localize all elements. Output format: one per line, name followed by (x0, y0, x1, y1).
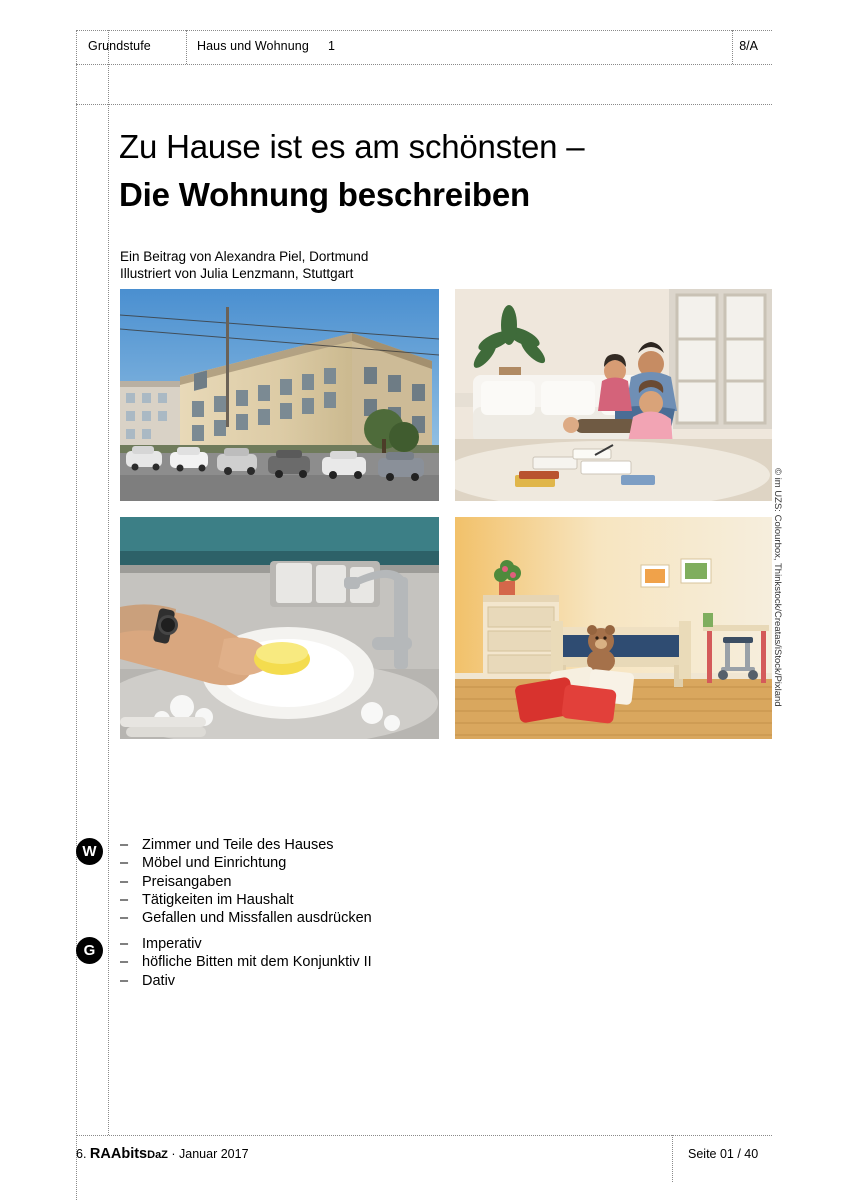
guide-line-content-top (76, 104, 772, 105)
list-item-label: Dativ (142, 972, 176, 989)
footer-page-number: Seite 01 / 40 (688, 1147, 759, 1161)
grammatik-badge: G (76, 937, 103, 964)
dash: – (120, 855, 129, 872)
byline-illustrator: Illustriert von Julia Lenzmann, Stuttgart (120, 266, 354, 281)
guide-line-footer-divider (672, 1135, 673, 1182)
list-item (120, 935, 372, 953)
byline (120, 248, 368, 282)
photo-apartment-building (120, 289, 439, 501)
list-item-label: Zimmer und Teile des Hauses (142, 837, 334, 853)
list-item-label: Tätigkeiten im Haushalt (142, 891, 294, 908)
list-item-label: Imperativ (142, 936, 202, 952)
list-item (120, 909, 372, 927)
footer-brand-suffix: DaZ (147, 1149, 168, 1161)
dash: – (120, 936, 129, 952)
photo-family-living-room-graphic (455, 289, 772, 501)
dash: – (120, 910, 129, 927)
header-code: 8/A (739, 39, 758, 53)
dash: – (120, 873, 129, 890)
photo-apartment-building-graphic (120, 289, 439, 501)
list-item (120, 953, 372, 971)
wortschatz-badge: W (76, 838, 103, 865)
list-item (120, 891, 372, 909)
list-item (120, 873, 372, 891)
dash: – (120, 837, 129, 853)
photo-childrens-room-graphic (455, 517, 772, 739)
list-item-label: Möbel und Einrichtung (142, 855, 287, 872)
grammatik-list (120, 935, 372, 990)
footer-brand: RAAbits (89, 1146, 148, 1162)
page-title: Zu Hause ist es am schönsten – (119, 128, 585, 165)
image-credit: © im UZS: Colourbox, Thinkstock/Creatas/iStock/Pixland (772, 468, 783, 707)
photo-washing-dishes-graphic (120, 517, 439, 739)
list-item (120, 972, 372, 990)
guide-line-vertical-left (76, 30, 77, 1200)
guide-line-header-bottom (76, 64, 772, 65)
photo-family-living-room (455, 289, 772, 501)
dash: – (120, 891, 129, 908)
photo-washing-dishes (120, 517, 439, 739)
list-item-label: Gefallen und Missfallen ausdrücken (142, 910, 372, 927)
photo-childrens-room (455, 517, 772, 739)
list-item (120, 836, 372, 854)
page-header (76, 30, 772, 64)
guide-line-footer (76, 1135, 772, 1136)
header-level: Grundstufe (88, 39, 151, 53)
header-topic: Haus und Wohnung (197, 39, 309, 53)
dash: – (120, 954, 129, 971)
footer-left (76, 1146, 249, 1162)
list-item (120, 854, 372, 872)
header-topic-number: 1 (328, 39, 335, 53)
list-item-label: höfliche Bitten mit dem Konjunktiv II (142, 954, 372, 971)
wortschatz-list (120, 836, 372, 927)
byline-author: Ein Beitrag von Alexandra Piel, Dortmund (120, 249, 369, 264)
list-item-label: Preisangaben (142, 873, 232, 890)
footer-date: · Januar 2017 (171, 1147, 249, 1161)
guide-line-vertical-content (108, 30, 109, 1135)
dash: – (120, 972, 129, 989)
page-subtitle: Die Wohnung beschreiben (119, 176, 530, 213)
footer-issue: 6. (76, 1147, 87, 1161)
